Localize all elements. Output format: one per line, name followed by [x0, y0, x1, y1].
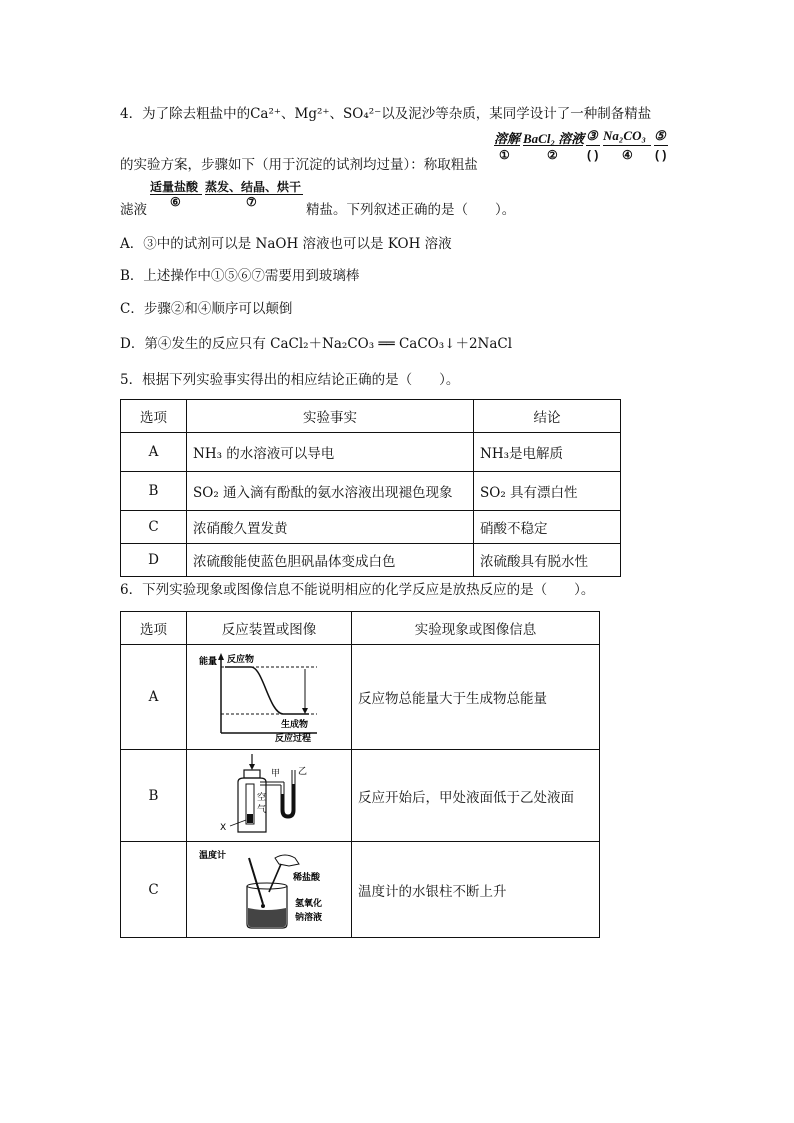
q4-option-a: A．③中的试剂可以是 NaOH 溶液也可以是 KOH 溶液 — [120, 236, 452, 252]
arrow-2 — [523, 145, 583, 146]
thermometer-beaker-apparatus — [199, 846, 339, 934]
q6-th-option: 选项 — [121, 612, 187, 645]
q5-cell-fact: NH₃ 的水溶液可以导电 — [187, 433, 474, 472]
q4-option-c: C．步骤②和④顺序可以颠倒 — [120, 301, 293, 317]
u-tube-apparatus — [214, 754, 324, 838]
fig-a-ylabel: 能量 — [199, 656, 218, 666]
fig-c-acid: 稀盐酸 — [293, 871, 321, 882]
q5-cell-option: A — [121, 433, 187, 472]
q6-cell-phenomenon: 反应物总能量大于生成物总能量 — [352, 645, 600, 750]
q6-cell-option: B — [121, 750, 187, 842]
q6-cell-option: C — [121, 842, 187, 938]
q5-cell-option: D — [121, 544, 187, 577]
table-row — [121, 511, 621, 544]
q4-option-d: D．第④发生的反应只有 CaCl₂＋Na₂CO₃ ══ CaCO₃↓＋2NaCl — [120, 336, 513, 352]
q4-num-6: ⑥ — [170, 195, 181, 209]
q4-line2: 的实验方案，步骤如下（用于沉淀的试剂均过量）：称取粗盐 — [120, 157, 478, 173]
q4-step-5: ⑤ — [654, 128, 666, 143]
q5-th-fact: 实验事实 — [187, 400, 474, 433]
q5-cell-conclusion: 硝酸不稳定 — [474, 511, 621, 544]
fig-c-thermometer: 温度计 — [199, 849, 227, 860]
q6-header-row — [121, 612, 600, 645]
q5-cell-option: C — [121, 511, 187, 544]
q4-step-dissolve: 溶解 — [494, 131, 521, 146]
q5-table — [120, 399, 621, 577]
q5-th-option: 选项 — [121, 400, 187, 433]
q6-cell-phenomenon: 温度计的水银柱不断上升 — [352, 842, 600, 938]
arrow-4 — [603, 145, 651, 146]
fig-b-gas2: 气 — [257, 804, 267, 815]
q6-th-phenomenon: 实验现象或图像信息 — [352, 612, 600, 645]
q4-num-7: ⑦ — [246, 195, 257, 209]
fig-a-xlabel: 反应过程 — [275, 733, 312, 743]
q4-step-evap: 蒸发、结晶、烘干 — [205, 180, 302, 194]
fig-c-base1: 氢氧化 — [295, 897, 323, 908]
q5-cell-option: B — [121, 472, 187, 511]
q4-line3-prefix: 滤液 — [120, 202, 147, 218]
table-row — [121, 842, 600, 938]
energy-diagram — [199, 651, 339, 743]
q4-num-1: ① — [499, 148, 510, 162]
table-row — [121, 645, 600, 750]
fig-b-x: X — [220, 822, 227, 833]
q6-cell-phenomenon: 反应开始后，甲处液面低于乙处液面 — [352, 750, 600, 842]
q4-num-5: ( ) — [655, 148, 667, 162]
q6-cell-figure — [187, 750, 352, 842]
q5-th-conclusion: 结论 — [474, 400, 621, 433]
table-row — [121, 433, 621, 472]
arrow-5 — [654, 145, 668, 146]
q5-cell-conclusion: SO₂ 具有漂白性 — [474, 472, 621, 511]
q4-step-bacl2: BaCl₂ 溶液 — [523, 131, 585, 146]
q6-cell-figure — [187, 842, 352, 938]
fig-b-gas1: 空 — [257, 792, 267, 803]
table-row — [121, 750, 600, 842]
q4-step-3: ③ — [586, 128, 598, 143]
arrow-3 — [586, 145, 600, 146]
q5-cell-conclusion: NH₃是电解质 — [474, 433, 621, 472]
q6-table — [120, 611, 600, 938]
q5-header-row — [121, 400, 621, 433]
q5-cell-conclusion: 浓硫酸具有脱水性 — [474, 544, 621, 577]
fig-c-base2: 钠溶液 — [295, 911, 323, 922]
arrow-1 — [494, 145, 520, 146]
table-row — [121, 472, 621, 511]
q6-cell-figure — [187, 645, 352, 750]
q4-num-4: ④ — [622, 148, 633, 162]
fig-b-yi: 乙 — [298, 766, 308, 777]
q4-step-hcl: 适量盐酸 — [150, 180, 199, 194]
q5-cell-fact: SO₂ 通入滴有酚酞的氨水溶液出现褪色现象 — [187, 472, 474, 511]
q4-num-2: ② — [547, 148, 558, 162]
q4-line3-suffix: 精盐。下列叙述正确的是（ ）。 — [306, 202, 516, 218]
fig-a-product: 生成物 — [281, 719, 309, 729]
fig-b-jia: 甲 — [271, 768, 281, 779]
q4-line1: 4．为了除去粗盐中的Ca²⁺、Mg²⁺、SO₄²⁻以及泥沙等杂质，某同学设计了一种制备精盐 — [120, 106, 652, 122]
q5-stem: 5．根据下列实验事实得出的相应结论正确的是（ ）。 — [120, 372, 460, 388]
q4-step-na2co3: Na₂CO₃ — [603, 128, 647, 143]
q6-stem: 6．下列实验现象或图像信息不能说明相应的化学反应是放热反应的是（ ）。 — [120, 582, 595, 598]
q5-cell-fact: 浓硫酸能使蓝色胆矾晶体变成白色 — [187, 544, 474, 577]
q5-cell-fact: 浓硝酸久置发黄 — [187, 511, 474, 544]
fig-a-reactant: 反应物 — [227, 654, 255, 664]
q4-option-b: B．上述操作中①⑤⑥⑦需要用到玻璃棒 — [120, 268, 360, 284]
q4-num-3: ( ) — [587, 148, 599, 162]
table-row — [121, 544, 621, 577]
q6-cell-option: A — [121, 645, 187, 750]
q6-th-device: 反应装置或图像 — [187, 612, 352, 645]
